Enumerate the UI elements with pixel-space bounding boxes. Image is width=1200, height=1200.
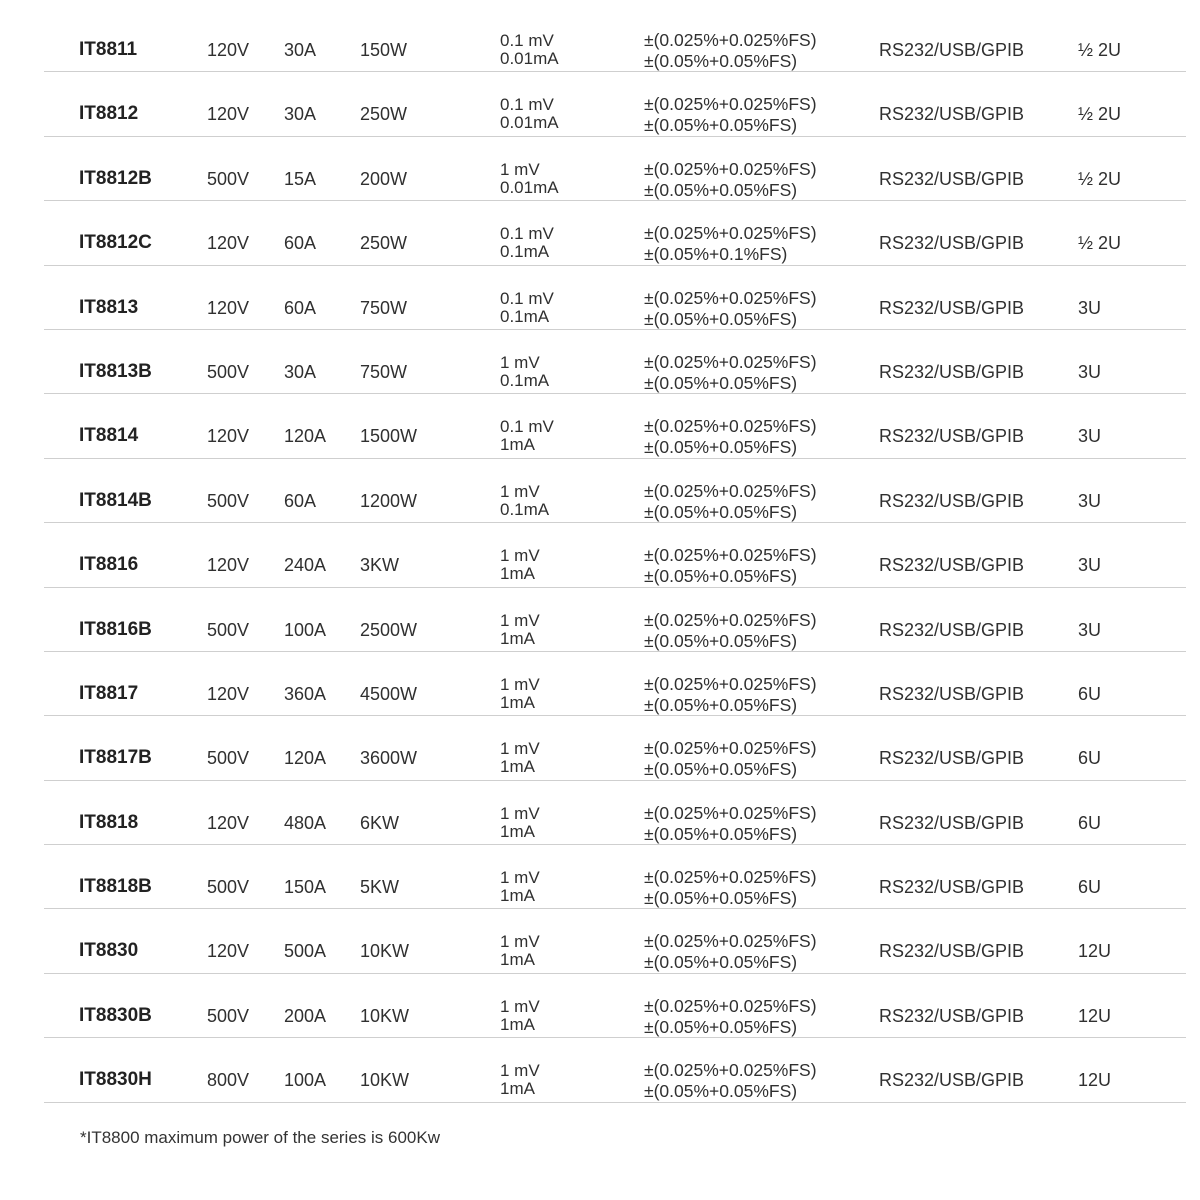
size-cell: 3U [1078,555,1102,576]
current-accuracy: ±(0.05%+0.05%FS) [644,372,798,393]
voltage-resolution: 1 mV [500,1061,540,1081]
interface-cell: RS232/USB/GPIB [879,233,1025,254]
current-accuracy: ±(0.05%+0.05%FS) [644,566,798,587]
current-accuracy: ±(0.05%+0.05%FS) [644,501,798,522]
resolution-cell [500,290,554,326]
table-row [44,781,1186,845]
voltage-cell: 500V [207,877,250,898]
table-row [44,8,1186,72]
resolution-cell [500,676,540,712]
interface-cell: RS232/USB/GPIB [879,490,1025,511]
resolution-cell [500,933,540,969]
current-resolution: 1mA [500,1079,535,1099]
resolution-cell [500,740,540,776]
current-cell: 120A [284,426,327,447]
model-cell: IT8814B [79,489,152,511]
current-cell: 200A [284,1005,327,1026]
current-accuracy: ±(0.05%+0.05%FS) [644,308,798,329]
accuracy-cell [644,94,817,136]
voltage-resolution: 1 mV [500,803,540,823]
interface-cell: RS232/USB/GPIB [879,812,1025,833]
current-accuracy: ±(0.05%+0.05%FS) [644,1016,798,1037]
voltage-cell: 120V [207,426,250,447]
size-cell: 6U [1078,748,1102,769]
resolution-cell [500,998,540,1034]
interface-cell: RS232/USB/GPIB [879,619,1025,640]
table-row [44,974,1186,1038]
current-cell: 100A [284,1070,327,1091]
current-cell: 100A [284,619,327,640]
current-resolution: 0.1mA [500,370,550,390]
voltage-accuracy: ±(0.025%+0.025%FS) [644,351,817,372]
voltage-accuracy: ±(0.025%+0.025%FS) [644,867,817,888]
size-cell: 3U [1078,297,1102,318]
current-cell: 60A [284,297,317,318]
voltage-resolution: 0.1 mV [500,95,554,115]
voltage-resolution: 0.1 mV [500,417,554,437]
voltage-accuracy: ±(0.025%+0.025%FS) [644,545,817,566]
power-cell: 250W [360,233,408,254]
current-accuracy: ±(0.05%+0.05%FS) [644,759,798,780]
table-row [44,909,1186,973]
voltage-resolution: 1 mV [500,674,540,694]
table-row [44,330,1186,394]
accuracy-cell [644,674,817,716]
voltage-resolution: 0.1 mV [500,288,554,308]
voltage-cell: 500V [207,361,250,382]
current-resolution: 1mA [500,886,535,906]
current-cell: 120A [284,748,327,769]
voltage-accuracy: ±(0.025%+0.025%FS) [644,480,817,501]
interface-cell: RS232/USB/GPIB [879,168,1025,189]
voltage-accuracy: ±(0.025%+0.025%FS) [644,223,817,244]
model-cell: IT8818 [79,811,139,833]
size-cell: 3U [1078,361,1102,382]
voltage-resolution: 1 mV [500,610,540,630]
accuracy-cell [644,803,817,845]
accuracy-cell [644,545,817,587]
table-row [44,523,1186,587]
model-cell: IT8830H [79,1069,152,1091]
size-cell: ½ 2U [1078,233,1122,254]
voltage-cell: 120V [207,683,250,704]
resolution-cell [500,869,540,905]
resolution-cell [500,161,559,197]
power-cell: 1200W [360,490,418,511]
current-cell: 30A [284,361,317,382]
power-cell: 4500W [360,683,418,704]
current-resolution: 1mA [500,757,535,777]
current-resolution: 1mA [500,1014,535,1034]
resolution-cell [500,612,540,648]
model-cell: IT8816B [79,618,152,640]
current-resolution: 1mA [500,435,535,455]
model-cell: IT8817 [79,682,139,704]
accuracy-cell [644,352,817,394]
current-accuracy: ±(0.05%+0.05%FS) [644,823,798,844]
resolution-cell [500,1062,540,1098]
power-cell: 10KW [360,1070,410,1091]
voltage-cell: 500V [207,619,250,640]
voltage-cell: 120V [207,555,250,576]
voltage-resolution: 1 mV [500,481,540,501]
resolution-cell [500,96,559,132]
voltage-resolution: 0.1 mV [500,224,554,244]
resolution-cell [500,354,549,390]
current-accuracy: ±(0.05%+0.05%FS) [644,115,798,136]
current-resolution: 1mA [500,950,535,970]
model-cell: IT8817B [79,747,152,769]
voltage-cell: 800V [207,1070,250,1091]
voltage-accuracy: ±(0.025%+0.025%FS) [644,158,817,179]
accuracy-cell [644,610,817,652]
voltage-accuracy: ±(0.025%+0.025%FS) [644,287,817,308]
model-cell: IT8818B [79,876,152,898]
model-cell: IT8816 [79,554,139,576]
interface-cell: RS232/USB/GPIB [879,877,1025,898]
voltage-accuracy: ±(0.025%+0.025%FS) [644,931,817,952]
voltage-cell: 120V [207,233,250,254]
resolution-cell [500,225,554,261]
interface-cell: RS232/USB/GPIB [879,361,1025,382]
size-cell: 3U [1078,619,1102,640]
power-cell: 6KW [360,812,400,833]
current-cell: 500A [284,941,327,962]
voltage-accuracy: ±(0.025%+0.025%FS) [644,995,817,1016]
current-accuracy: ±(0.05%+0.05%FS) [644,952,798,973]
current-resolution: 0.01mA [500,113,559,133]
voltage-accuracy: ±(0.025%+0.025%FS) [644,738,817,759]
voltage-resolution: 1 mV [500,546,540,566]
current-cell: 360A [284,683,327,704]
voltage-resolution: 1 mV [500,352,540,372]
model-cell: IT8812C [79,232,152,254]
current-cell: 30A [284,104,317,125]
voltage-accuracy: ±(0.025%+0.025%FS) [644,94,817,115]
interface-cell: RS232/USB/GPIB [879,748,1025,769]
table-row [44,845,1186,909]
size-cell: ½ 2U [1078,168,1122,189]
voltage-accuracy: ±(0.025%+0.025%FS) [644,30,817,50]
voltage-resolution: 1 mV [500,868,540,888]
voltage-accuracy: ±(0.025%+0.025%FS) [644,802,817,823]
size-cell: 12U [1078,1070,1112,1091]
accuracy-cell [644,931,817,973]
power-cell: 10KW [360,941,410,962]
voltage-cell: 500V [207,1005,250,1026]
power-cell: 250W [360,104,408,125]
table-row [44,652,1186,716]
voltage-accuracy: ±(0.025%+0.025%FS) [644,1060,817,1081]
current-resolution: 1mA [500,821,535,841]
table-row [44,588,1186,652]
table-row [44,1038,1186,1102]
accuracy-cell [644,996,817,1038]
power-cell: 750W [360,361,408,382]
voltage-resolution: 1 mV [500,932,540,952]
model-cell: IT8814 [79,425,139,447]
size-cell: 3U [1078,490,1102,511]
accuracy-cell [644,223,817,265]
size-cell: 12U [1078,1005,1112,1026]
current-resolution: 0.01mA [500,49,559,68]
table-row [44,201,1186,265]
resolution-cell [500,483,549,519]
power-cell: 3600W [360,748,418,769]
accuracy-cell [644,1060,817,1102]
interface-cell: RS232/USB/GPIB [879,40,1025,60]
table-row [44,72,1186,136]
current-resolution: 0.1mA [500,306,550,326]
size-cell: 3U [1078,426,1102,447]
power-cell: 1500W [360,426,418,447]
accuracy-cell [644,738,817,780]
resolution-cell [500,805,540,841]
power-cell: 2500W [360,619,418,640]
accuracy-cell [644,416,817,458]
spec-table [44,8,1186,1103]
voltage-resolution: 1 mV [500,739,540,759]
current-accuracy: ±(0.05%+0.05%FS) [644,51,798,71]
voltage-cell: 500V [207,748,250,769]
current-cell: 60A [284,233,317,254]
voltage-resolution: 0.1 mV [500,31,554,50]
table-row [44,394,1186,458]
voltage-cell: 500V [207,490,250,511]
power-cell: 150W [360,40,408,60]
accuracy-cell [644,481,817,523]
current-accuracy: ±(0.05%+0.05%FS) [644,437,798,458]
current-cell: 30A [284,40,317,60]
voltage-cell: 500V [207,168,250,189]
interface-cell: RS232/USB/GPIB [879,297,1025,318]
table-row [44,716,1186,780]
model-cell: IT8813B [79,360,152,382]
table-row [44,266,1186,330]
current-accuracy: ±(0.05%+0.1%FS) [644,244,788,265]
model-cell: IT8812 [79,103,139,125]
model-cell: IT8811 [79,39,138,60]
size-cell: ½ 2U [1078,40,1122,60]
current-resolution: 0.1mA [500,242,550,262]
power-cell: 200W [360,168,408,189]
power-cell: 3KW [360,555,400,576]
current-accuracy: ±(0.05%+0.05%FS) [644,179,798,200]
voltage-cell: 120V [207,812,250,833]
current-resolution: 1mA [500,692,535,712]
voltage-accuracy: ±(0.025%+0.025%FS) [644,609,817,630]
current-cell: 150A [284,877,327,898]
current-cell: 240A [284,555,327,576]
interface-cell: RS232/USB/GPIB [879,555,1025,576]
voltage-resolution: 1 mV [500,996,540,1016]
interface-cell: RS232/USB/GPIB [879,104,1025,125]
current-resolution: 0.01mA [500,177,559,197]
voltage-accuracy: ±(0.025%+0.025%FS) [644,416,817,437]
size-cell: 6U [1078,812,1102,833]
interface-cell: RS232/USB/GPIB [879,1070,1025,1091]
current-accuracy: ±(0.05%+0.05%FS) [644,888,798,909]
table-row [44,137,1186,201]
voltage-accuracy: ±(0.025%+0.025%FS) [644,673,817,694]
model-cell: IT8830B [79,1004,152,1026]
model-cell: IT8813 [79,296,139,318]
current-cell: 15A [284,168,317,189]
current-resolution: 1mA [500,628,535,648]
model-cell: IT8830 [79,940,139,962]
voltage-cell: 120V [207,40,250,60]
accuracy-cell [644,30,817,72]
power-cell: 750W [360,297,408,318]
current-resolution: 0.1mA [500,499,550,519]
voltage-cell: 120V [207,104,250,125]
accuracy-cell [644,159,817,201]
size-cell: 12U [1078,941,1112,962]
current-accuracy: ±(0.05%+0.05%FS) [644,630,798,651]
model-cell: IT8812B [79,167,152,189]
current-resolution: 1mA [500,564,535,584]
interface-cell: RS232/USB/GPIB [879,426,1025,447]
current-cell: 60A [284,490,317,511]
interface-cell: RS232/USB/GPIB [879,683,1025,704]
size-cell: 6U [1078,683,1102,704]
interface-cell: RS232/USB/GPIB [879,1005,1025,1026]
resolution-cell [500,547,540,583]
footnote: *IT8800 maximum power of the series is 600Kw [80,1128,440,1147]
current-accuracy: ±(0.05%+0.05%FS) [644,694,798,715]
accuracy-cell [644,288,817,330]
table-row [44,459,1186,523]
interface-cell: RS232/USB/GPIB [879,941,1025,962]
resolution-cell [500,418,554,454]
current-cell: 480A [284,812,327,833]
accuracy-cell [644,867,817,909]
power-cell: 10KW [360,1005,410,1026]
current-accuracy: ±(0.05%+0.05%FS) [644,1081,798,1102]
size-cell: ½ 2U [1078,104,1122,125]
voltage-resolution: 1 mV [500,159,540,179]
voltage-cell: 120V [207,941,250,962]
size-cell: 6U [1078,877,1102,898]
resolution-cell [500,32,559,68]
power-cell: 5KW [360,877,400,898]
voltage-cell: 120V [207,297,250,318]
